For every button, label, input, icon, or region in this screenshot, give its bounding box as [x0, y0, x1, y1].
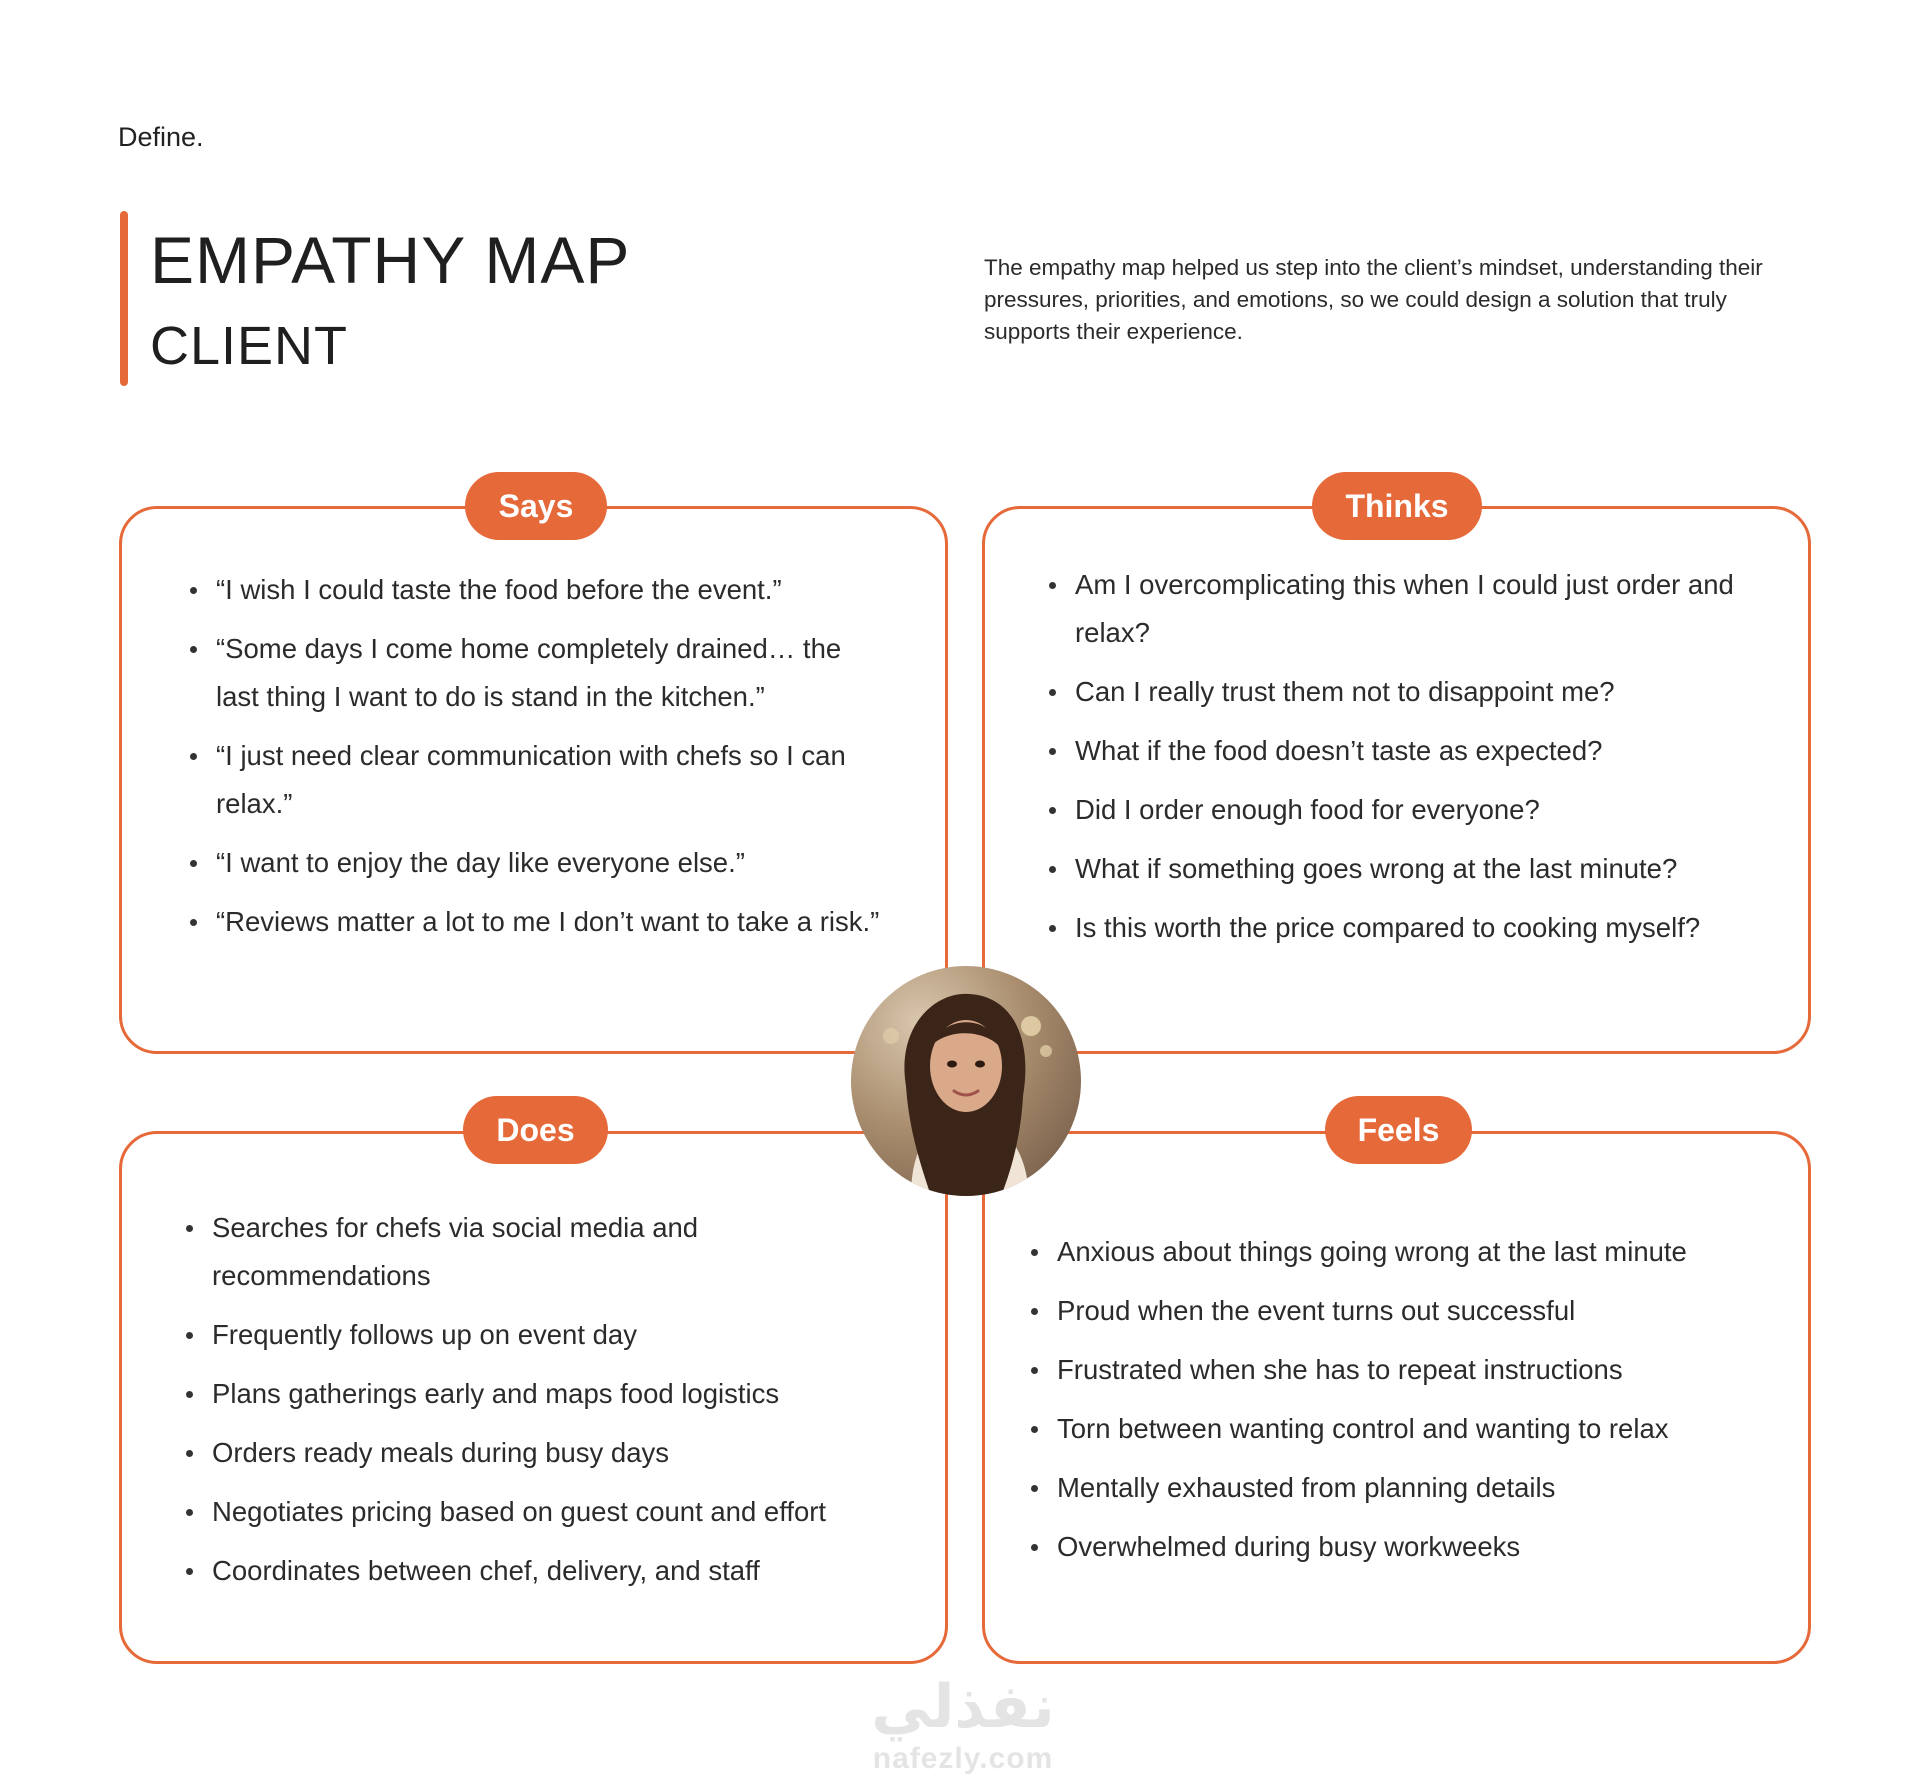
thinks-label: Thinks — [1312, 472, 1482, 540]
list-item: What if something goes wrong at the last minute? — [1049, 845, 1769, 893]
list-item: “I just need clear communication with chefs so I can relax.” — [190, 732, 890, 828]
title-accent-bar — [120, 211, 128, 386]
list-item: Frustrated when she has to repeat instructions — [1031, 1346, 1751, 1394]
list-item: “Reviews matter a lot to me I don’t want to take a risk.” — [190, 898, 890, 946]
list-item: Frequently follows up on event day — [186, 1311, 886, 1359]
page-title: EMPATHY MAP — [150, 223, 631, 297]
page-subtitle: CLIENT — [150, 316, 349, 376]
thinks-list — [1049, 561, 1769, 963]
list-item: Coordinates between chef, delivery, and staff — [186, 1547, 886, 1595]
list-item: Did I order enough food for everyone? — [1049, 786, 1769, 834]
list-item: “I want to enjoy the day like everyone else.” — [190, 839, 890, 887]
list-item: Plans gatherings early and maps food logistics — [186, 1370, 886, 1418]
says-list — [190, 566, 890, 957]
section-tag: Define. — [118, 122, 204, 152]
list-item: Overwhelmed during busy workweeks — [1031, 1523, 1751, 1571]
does-label: Does — [463, 1096, 608, 1164]
list-item: Torn between wanting control and wanting to relax — [1031, 1405, 1751, 1453]
does-list — [186, 1204, 886, 1606]
watermark-logo: نفذلي — [871, 1673, 1055, 1740]
list-item: Anxious about things going wrong at the last minute — [1031, 1228, 1751, 1276]
client-avatar — [851, 966, 1081, 1196]
list-item: What if the food doesn’t taste as expected? — [1049, 727, 1769, 775]
list-item: Orders ready meals during busy days — [186, 1429, 886, 1477]
list-item: Can I really trust them not to disappoint me? — [1049, 668, 1769, 716]
list-item: Negotiates pricing based on guest count and effort — [186, 1488, 886, 1536]
feels-list — [1031, 1228, 1751, 1582]
list-item: “Some days I come home completely drained… the last thing I want to do is stand in the kitchen.” — [190, 625, 890, 721]
list-item: Is this worth the price compared to cooking myself? — [1049, 904, 1769, 952]
watermark-url: nafezly.com — [872, 1742, 1054, 1775]
intro-paragraph: The empathy map helped us step into the client’s mindset, understanding their pressures, priorities, and emotions, so we could design a solution that truly supports their experience. — [984, 255, 1763, 344]
list-item: “I wish I could taste the food before the event.” — [190, 566, 890, 614]
list-item: Searches for chefs via social media and recommendations — [186, 1204, 886, 1300]
feels-label: Feels — [1325, 1096, 1472, 1164]
list-item: Am I overcomplicating this when I could just order and relax? — [1049, 561, 1769, 657]
says-label: Says — [465, 472, 607, 540]
list-item: Proud when the event turns out successful — [1031, 1287, 1751, 1335]
list-item: Mentally exhausted from planning details — [1031, 1464, 1751, 1512]
